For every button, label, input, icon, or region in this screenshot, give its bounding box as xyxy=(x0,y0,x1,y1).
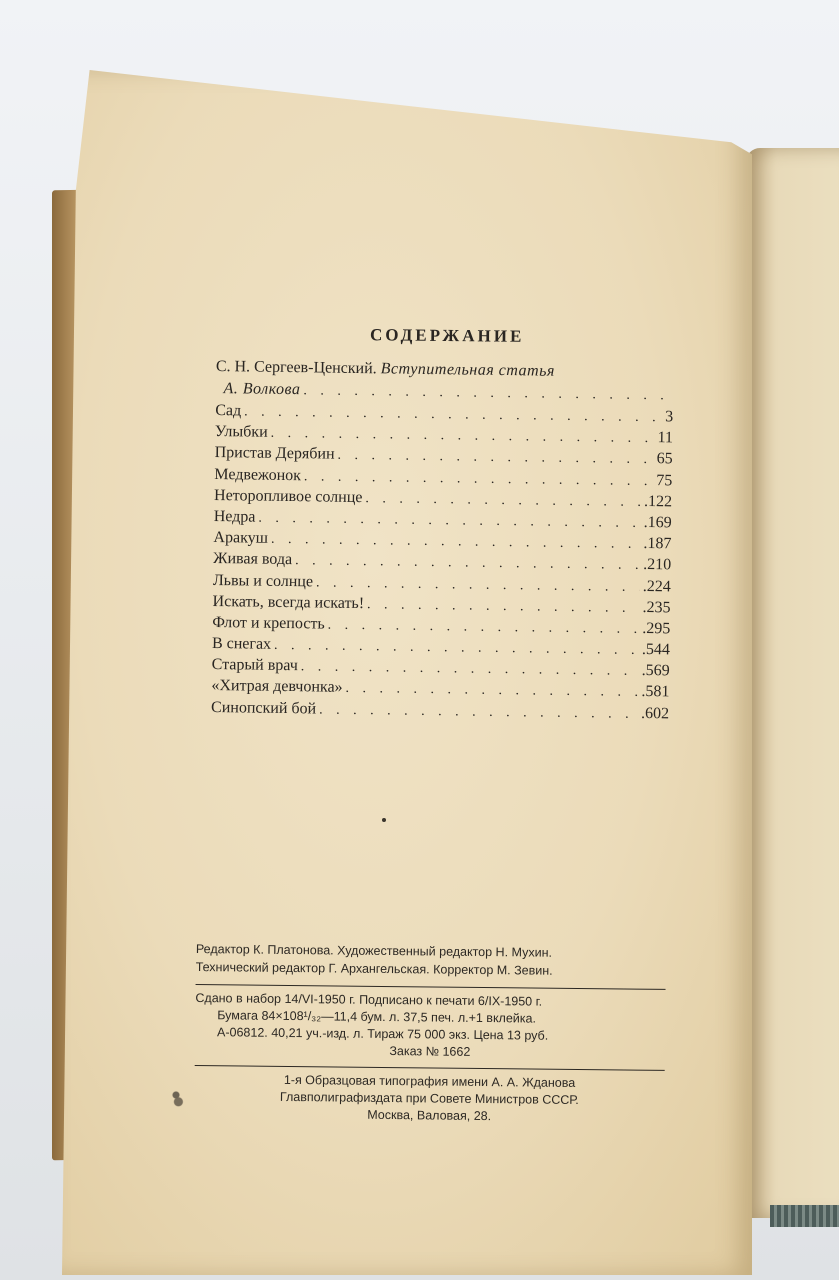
leader-dots xyxy=(303,383,670,404)
toc-entry-page: .187 xyxy=(643,535,672,553)
toc-entry-title: Старый врач xyxy=(211,656,298,675)
details-line: Бумага 84×108¹/₃₂—11,4 бум. л. 37,5 печ. л.+1 вклейка. xyxy=(217,1008,537,1026)
printer-line: Москва, Валовая, 28. xyxy=(367,1107,492,1124)
toc-entry-page: 11 xyxy=(657,429,674,447)
editors-line: Редактор К. Платонова. Художественный редактор Н. Мухин. xyxy=(195,942,553,960)
toc-entry-title: Улыбки xyxy=(214,423,268,441)
leader-dots xyxy=(316,575,640,596)
toc-entry-title: Живая вода xyxy=(213,550,293,569)
leader-dots xyxy=(271,532,641,553)
leader-dots xyxy=(319,702,638,722)
toc-entry-page: 65 xyxy=(656,450,673,468)
toc-entry-title: Синопский бой xyxy=(211,698,317,718)
toc-entry-title: Сад xyxy=(215,401,242,420)
toc-entry-title: Медвежонок xyxy=(214,465,302,484)
toc-entry-title: «Хитрая девчонка» xyxy=(211,677,343,697)
toc-entry-title: Флот и крепость xyxy=(212,613,325,633)
toc-entry-page: .602 xyxy=(640,704,670,722)
printer-info xyxy=(194,1072,665,1128)
toc-entry-page: .544 xyxy=(641,641,671,659)
leader-dots xyxy=(304,469,654,490)
toc-entry-page: .169 xyxy=(643,513,672,532)
leader-dots xyxy=(301,659,639,680)
editors-line: Технический редактор Г. Архангельская. Корректор М. Зевин. xyxy=(195,959,553,978)
toc-entry-page: .295 xyxy=(642,619,671,638)
toc-entry-page: .210 xyxy=(643,556,672,574)
toc-entry-page: .235 xyxy=(642,598,671,617)
toc-entry-title: Недра xyxy=(213,507,256,526)
toc-entry-page: .224 xyxy=(642,577,671,595)
leader-dots xyxy=(244,404,662,426)
details-line: Сдано в набор 14/VI-1950 г. Подписано к печати 6/IX-1950 г. xyxy=(195,990,543,1009)
printer-line: Главполиграфиздата при Совете Министров СССР. xyxy=(279,1089,579,1108)
printer-line: 1-я Образцовая типография имени А. А. Жданова xyxy=(283,1072,576,1090)
intro-title: Вступительная статья xyxy=(380,360,555,380)
toc-entry-page: .569 xyxy=(641,662,670,680)
contents-heading: СОДЕРЖАНИЕ xyxy=(369,325,525,346)
publication-details xyxy=(195,991,666,1064)
leader-dots xyxy=(337,448,653,468)
toc-entry-page: .581 xyxy=(641,683,670,701)
colophon xyxy=(194,942,666,1128)
details-line: А-06812. 40,21 уч.-изд. л. Тираж 75 000 экз. Цена 13 руб. xyxy=(216,1025,549,1043)
ink-dot xyxy=(382,818,386,822)
table-of-contents xyxy=(211,358,674,726)
ink-smudge xyxy=(164,1078,188,1112)
leader-dots xyxy=(365,491,641,511)
toc-entry-title: Неторопливое солнце xyxy=(213,486,363,506)
leader-dots xyxy=(274,638,639,659)
intro-byline: А. Волкова xyxy=(223,380,301,399)
intro-author: С. Н. Сергеев-Ценский. xyxy=(215,358,377,378)
toc-entry-title: Искать, всегда искать! xyxy=(212,592,365,612)
leader-dots xyxy=(328,617,640,637)
divider xyxy=(195,1065,665,1071)
toc-entry-page: 3 xyxy=(665,408,674,426)
divider xyxy=(196,984,666,990)
toc-entry-title: В снегах xyxy=(211,635,272,653)
toc-entry-title: Львы и солнце xyxy=(212,571,314,590)
details-line: Заказ № 1662 xyxy=(389,1044,471,1059)
toc-entry-page: 75 xyxy=(656,471,673,489)
leader-dots xyxy=(367,597,640,617)
leader-dots xyxy=(345,681,638,701)
leader-dots xyxy=(271,426,655,447)
toc-entry-page: .122 xyxy=(643,492,673,511)
toc-entry-title: Пристав Дерябин xyxy=(214,444,335,464)
leader-dots xyxy=(258,511,640,532)
toc-entry-title: Аракуш xyxy=(213,529,269,547)
leader-dots xyxy=(295,553,640,574)
